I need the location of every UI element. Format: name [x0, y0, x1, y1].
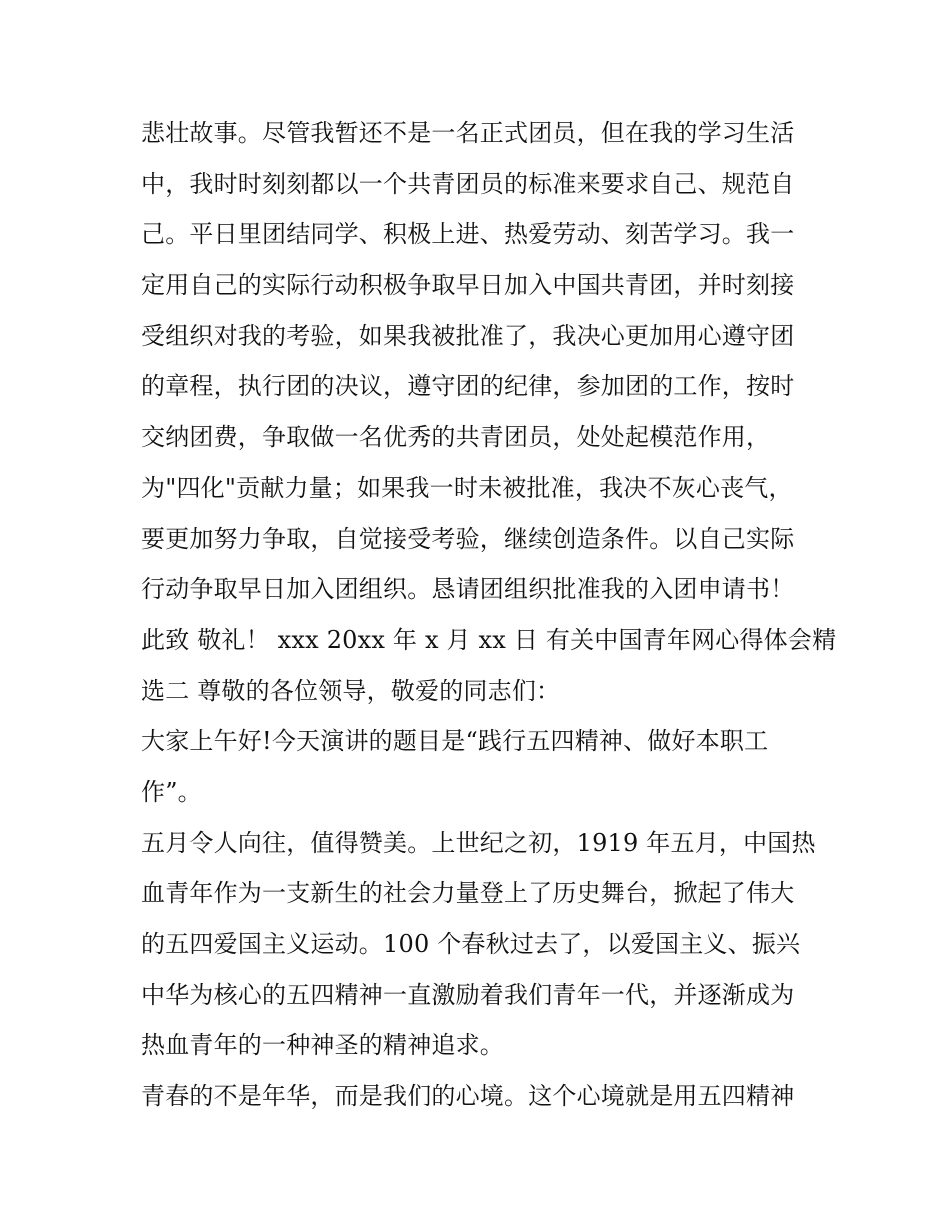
text-line: 交纳团费，争取做一名优秀的共青团员，处处起模范作用， — [141, 423, 771, 452]
text-line: 选二 尊敬的各位领导，敬爱的同志们： — [141, 676, 561, 705]
text-line: 为"四化"贡献力量；如果我一时未被批准，我决不灰心丧气， — [141, 473, 793, 502]
text-line: 悲壮故事。尽管我暂还不是一名正式团员，但在我的学习生活 — [141, 119, 795, 147]
document-body — [141, 108, 837, 1122]
text-line: 中，我时时刻刻都以一个共青团员的标准来要求自己、规范自 — [141, 169, 795, 198]
text-line: 作”。 — [141, 777, 202, 806]
text-line: 的五四爱国主义运动。100 个春秋过去了，以爱国主义、振兴 — [141, 930, 801, 958]
text-line: 大家上午好!今天演讲的题目是“践行五四精神、做好本职工 — [141, 727, 769, 756]
text-line: 受组织对我的考验，如果我被批准了，我决心更加用心遵守团 — [141, 321, 795, 350]
text-line: 要更加努力争取，自觉接受考验，继续创造条件。以自己实际 — [141, 524, 795, 553]
text-line: 行动争取早日加入团组织。恳请团组织批准我的入团申请书！ — [141, 575, 795, 604]
text-line: 此致 敬礼！ xxx 20xx 年 x 月 xx 日 有关中国青年网心得体会精 — [141, 625, 837, 654]
text-line: 五月令人向往，值得赞美。上世纪之初，1919 年五月，中国热 — [141, 828, 816, 857]
text-line: 血青年作为一支新生的社会力量登上了历史舞台，掀起了伟大 — [141, 879, 795, 908]
text-line: 青春的不是年华，而是我们的心境。这个心境就是用五四精神 — [141, 1082, 795, 1111]
text-line: 中华为核心的五四精神一直激励着我们青年一代，并逐渐成为 — [141, 980, 795, 1009]
text-line: 的章程，执行团的决议，遵守团的纪律，参加团的工作，按时 — [141, 372, 795, 401]
text-line: 己。平日里团结同学、积极上进、热爱劳动、刻苦学习。我一 — [141, 220, 795, 249]
text-line: 定用自己的实际行动积极争取早日加入中国共青团，并时刻接 — [141, 271, 795, 300]
text-line: 热血青年的一种神圣的精神追求。 — [141, 1031, 504, 1060]
